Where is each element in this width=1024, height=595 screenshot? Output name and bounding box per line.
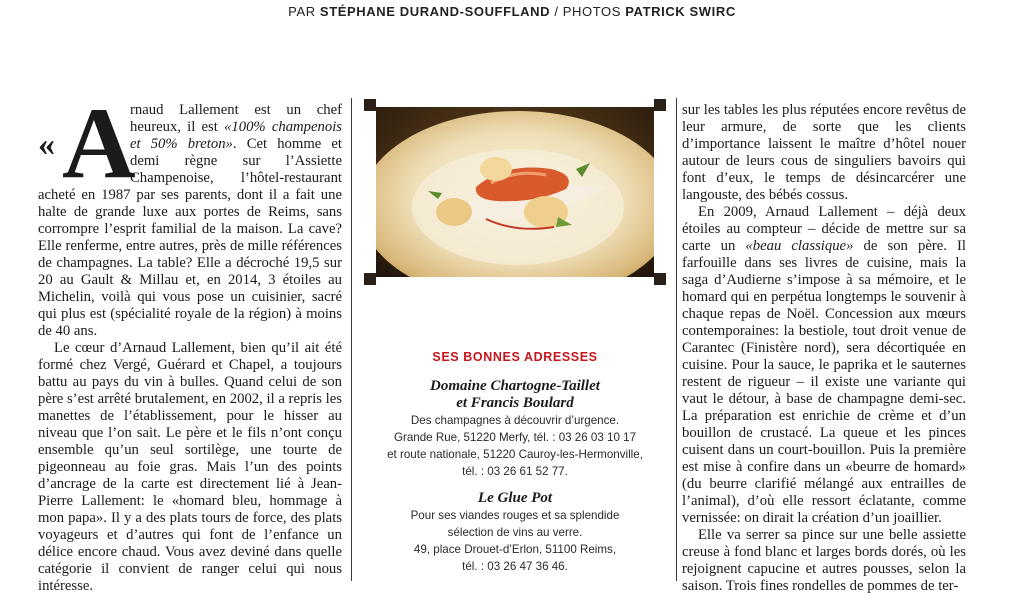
right-paragraph-2-quote: «beau classique»: [745, 238, 854, 254]
left-paragraph-1a: rnaud Lallement est un chef heureux, il est: [130, 102, 342, 135]
photo-corner-mark: [364, 99, 376, 111]
article-column-left: [38, 87, 342, 595]
dropcap: A: [62, 87, 136, 200]
address-line: tél. : 03 26 61 52 77.: [462, 465, 568, 478]
dish-photo: [364, 99, 666, 285]
address-line: 49, place Drouet-d’Erlon, 51100 Reims,: [413, 543, 617, 556]
opening-quote-mark: «: [38, 126, 55, 163]
dropcap-block: [38, 87, 136, 200]
left-paragraph-2: Le cœur d’Arnaud Lallement, bien qu’il ait été formé chez Vergé, Guérard et Chapel, a toujours battu au pays du vin à bulles. Quand celui de son père s’est arrêté brutalement, en 2002, il a repris les manettes de l’établissement, pour le hisser au niveau que l’on sait. Le père et le fils n’ont conçu ensemble qu’un seul sortilège, une tourte de pigeonneau au foie gras. Mais l’un des points d’ancrage de la carte est directement lié à Jean-Pierre Lallement: le «homard bleu, hommage à mon papa». Il y a des plats tours de force, des plats voyageurs et d’autres qui font de l’enfance un délice encore chaud. Vous avez deviné dans quelle catégorie il convient de ranger celui qui nous intéresse.: [38, 340, 342, 594]
photo-corner-mark: [364, 273, 376, 285]
photo-corner-mark: [654, 273, 666, 285]
address-name: Le Glue Pot: [477, 490, 553, 506]
addresses-sidebar: [364, 344, 666, 575]
byline-photographer: PATRICK SWIRC: [625, 4, 736, 19]
byline-par: PAR: [288, 4, 320, 19]
right-paragraph-1: sur les tables les plus réputées encore revêtus de leur armure, de sorte que les clients d’importance laissent le maître d’hôtel nouer autour de leurs cous de singuliers bavoirs qui font d’eux, le temps de désincarcérer une langouste, des bébés cossus.: [682, 102, 966, 203]
address-line: tél. : 03 26 47 36 46.: [462, 560, 568, 573]
byline-author: STÉPHANE DURAND-SOUFFLAND: [319, 4, 551, 19]
right-paragraph-3: Elle va serrer sa pince sur une belle assiette creuse à fond blanc et larges bords dorés, où les rejoignent capucine et autres pousses, selon la saison. Trois fines rondelles de pommes de ter-: [682, 527, 966, 594]
address-line: et route nationale, 51220 Cauroy-les-Hermonville,: [387, 448, 643, 461]
address-line: Des champagnes à découvrir d’urgence.: [410, 414, 620, 427]
left-paragraph-1b: . Cet homme et demi règne sur l’Assiette Champenoise, l’hôtel-restaurant acheté en 1987 par ses parents, dont il a fait une halte de grande luxe aux portes de Reims, sans corrompre l’esprit familial de la maison. La cave? Elle renferme, entre autres, près de mille références de champagnes. La table? Elle a décroché 19,5 sur 20 au Gault & Millau et, en 2014, 3 étoiles au Michelin, voilà qui vous pose un cuisinier, sacré qui plus est (spécialité royale de la région) à moins de 40 ans.: [38, 136, 342, 339]
byline-separator: / PHOTOS: [550, 4, 626, 19]
address-line: Pour ses viandes rouges et sa splendide: [410, 509, 620, 522]
address-line: Grande Rue, 51220 Merfy, tél. : 03 26 03 10 17: [393, 431, 637, 444]
sidebar-title: SES BONNES ADRESSES: [432, 350, 598, 364]
column-rule-right: [676, 98, 677, 581]
right-paragraph-2b: de son père. Il farfouille dans ses livres de cuisine, mais la saga d’Audierne s’impose à sa mémoire, et le homard qui en perpétua longtemps le souvenir à chaque repas de Noël. Concession aux mœurs contemporaines: la bestiole, tout droit venue de Carantec (Finistère nord), sera décortiquée en cuisine. Pour la sauce, le paprika et le sauternes restent de rigueur – il existe une variante qui vaut le détour, à base de champagne demi-sec. La préparation est enrichie de crème et d’un bouillon de crustacé. La queue et les pinces cuisent dans un court-bouillon. Puis la première est mise à confire dans un «beurre de homard» (du beurre clarifié mélangé aux entrailles de l’animal), d’où elle ressort éclatante, comme vernissée: on dirait la création d’un joaillier.: [682, 238, 966, 526]
byline: [0, 4, 1024, 19]
column-rule-left: [351, 98, 352, 581]
photo-corner-mark: [654, 99, 666, 111]
left-paragraph-1-quote: «100% champenois et 50% breton»: [130, 119, 342, 152]
lobster-dish-image: [376, 107, 654, 277]
address-line: sélection de vins au verre.: [447, 526, 583, 539]
right-paragraph-2a: En 2009, Arnaud Lallement – déjà deux étoiles au compteur – décide de mettre sur sa carte un: [682, 204, 966, 254]
article-column-right: [682, 102, 966, 595]
address-name: et Francis Boulard: [456, 395, 574, 411]
address-name: Domaine Chartogne-Taillet: [430, 378, 600, 394]
